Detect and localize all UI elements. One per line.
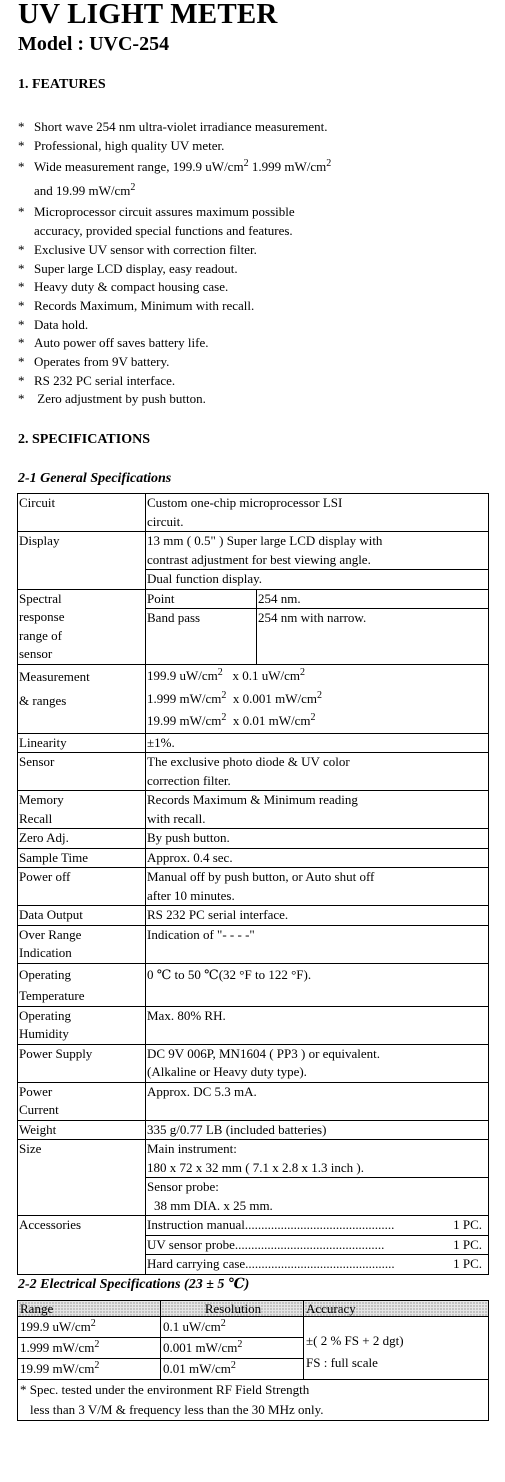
- list-item: * Data hold.: [18, 316, 89, 332]
- list-item: * Microprocessor circuit assures maximum possible accuracy, provided special functions and features.: [18, 204, 295, 239]
- spec-value: Max. 80% RH.: [146, 1006, 489, 1044]
- table-row: [18, 829, 489, 849]
- table-row: [18, 589, 489, 665]
- table-row: [18, 1140, 489, 1216]
- list-item: * Heavy duty & compact housing case.: [18, 279, 229, 295]
- table-row: 199.9 $uW/cm^2$ 0.1 $uW/cm^2$ ±( 2 % FS + 2 dgt) FS : full scale: [18, 1317, 489, 1338]
- list-item: * Operates from 9V battery.: [18, 354, 170, 370]
- spec-label: Spectral response range of sensor: [18, 589, 146, 665]
- spec-value: Point 254 nm. Band pass 254 nm with narrow.: [146, 589, 489, 665]
- page-title: UV LIGHT METER: [18, 0, 278, 30]
- features-list: [18, 118, 488, 409]
- spec-value: Instruction manual .............................................. 1 PC. UV sensor probe .............................................. 1 PC. Hard carrying case .............................................. 1 PC.: [146, 1216, 489, 1275]
- spec-label: Zero Adj.: [18, 829, 146, 849]
- spec-label: Memory Recall: [18, 791, 146, 829]
- spec-label: Operating Temperature: [18, 963, 146, 1006]
- list-item: * Zero adjustment by push button.: [18, 391, 206, 407]
- general-specs-heading: 2-1 General Specifications: [18, 471, 172, 486]
- specifications-heading: 2. SPECIFICATIONS: [18, 432, 150, 447]
- table-row: [18, 1082, 489, 1120]
- spec-value: Custom one-chip microprocessor LSI circuit.: [146, 494, 489, 532]
- spec-value: By push button.: [146, 829, 489, 849]
- table-row: [18, 906, 489, 926]
- list-item: * Wide measurement range, 199.9 $uW/cm^2$ 1.999 $mW/cm^2$ and 19.99 $mW/cm^2$: [18, 158, 332, 199]
- spec-value: Approx. DC 5.3 mA.: [146, 1082, 489, 1120]
- features-heading: 1. FEATURES: [18, 77, 106, 92]
- table-row: [18, 1380, 489, 1421]
- table-row: [18, 733, 489, 753]
- electrical-specs-table: [17, 1300, 489, 1421]
- spec-label: Size: [18, 1140, 146, 1216]
- table-row: [18, 1120, 489, 1140]
- spec-label: Sensor: [18, 753, 146, 791]
- table-row: [18, 1216, 489, 1275]
- list-item: * Records Maximum, Minimum with recall.: [18, 297, 255, 313]
- spec-value: The exclusive photo diode & UV color correction filter.: [146, 753, 489, 791]
- spec-value: ±1%.: [146, 733, 489, 753]
- table-row: [18, 963, 489, 1006]
- spec-label: Over Range Indication: [18, 925, 146, 963]
- spec-value: DC 9V 006P, MN1604 ( PP3 ) or equivalent. (Alkaline or Heavy duty type).: [146, 1044, 489, 1082]
- footnote: * Spec. tested under the environment RF Field Strength less than 3 V/M & frequency less than the 30 MHz only.: [18, 1380, 489, 1421]
- table-row: [18, 791, 489, 829]
- table-row: [18, 532, 489, 590]
- spec-label: Measurement & ranges: [18, 665, 146, 734]
- spec-label: Data Output: [18, 906, 146, 926]
- list-item: * Short wave 254 nm ultra-violet irradiance measurement.: [18, 119, 328, 134]
- spec-value: 13 mm ( 0.5" ) Super large LCD display with contrast adjustment for best viewing angle. Dual function display.: [146, 532, 489, 590]
- spec-label: Accessories: [18, 1216, 146, 1275]
- column-header: Accuracy: [304, 1301, 489, 1317]
- spec-label: Display: [18, 532, 146, 590]
- table-row: 19.99 $mW/cm^2$ 0.01 $mW/cm^2$: [18, 1359, 489, 1380]
- spec-value: 335 g/0.77 LB (included batteries): [146, 1120, 489, 1140]
- spec-value: Main instrument: 180 x 72 x 32 mm ( 7.1 x 2.8 x 1.3 inch ). Sensor probe: 38 mm DIA. x 25 mm.: [146, 1140, 489, 1216]
- table-header-row: [18, 1301, 489, 1317]
- list-item: * Professional, high quality UV meter.: [18, 137, 225, 153]
- table-row: [18, 753, 489, 791]
- table-row: [18, 1044, 489, 1082]
- table-row: 1.999 $mW/cm^2$ 0.001 $mW/cm^2$: [18, 1338, 489, 1359]
- spec-value: 0 ℃ to 50 ℃(32 °F to 122 °F).: [146, 963, 489, 1006]
- spec-label: Operating Humidity: [18, 1006, 146, 1044]
- table-row: [18, 665, 489, 734]
- spec-value: 199.9 $uW/cm^2$ x 0.1 $uW/cm^2$ 1.999 $mW/cm^2$ x 0.001 $mW/cm^2$ 19.99 $mW/cm^2$ x 0.01 $mW/cm^2$: [146, 665, 489, 734]
- model-heading: Model : UVC-254: [18, 33, 170, 55]
- spec-label: Power off: [18, 868, 146, 906]
- table-row: [18, 868, 489, 906]
- table-row: [18, 848, 489, 868]
- column-header: Resolution: [161, 1301, 304, 1317]
- list-item: * Auto power off saves battery life.: [18, 335, 209, 351]
- spec-label: Power Supply: [18, 1044, 146, 1082]
- spec-label: Circuit: [18, 494, 146, 532]
- table-row: [18, 925, 489, 963]
- list-item: * Exclusive UV sensor with correction filter.: [18, 241, 257, 257]
- spec-value: Records Maximum & Minimum reading with recall.: [146, 791, 489, 829]
- table-row: [18, 494, 489, 532]
- list-item: * RS 232 PC serial interface.: [18, 372, 176, 388]
- spec-value: Approx. 0.4 sec.: [146, 848, 489, 868]
- electrical-specs-heading: 2-2 Electrical Specifications (23 ± 5 ℃): [18, 1277, 250, 1292]
- spec-label: Linearity: [18, 733, 146, 753]
- table-row: [18, 1006, 489, 1044]
- spec-value: Manual off by push button, or Auto shut off after 10 minutes.: [146, 868, 489, 906]
- spec-label: Weight: [18, 1120, 146, 1140]
- spec-value: RS 232 PC serial interface.: [146, 906, 489, 926]
- general-specs-table: [17, 493, 489, 1275]
- spec-value: Indication of "- - - -": [146, 925, 489, 963]
- list-item: * Super large LCD display, easy readout.: [18, 260, 238, 276]
- spec-label: Sample Time: [18, 848, 146, 868]
- accuracy-cell: ±( 2 % FS + 2 dgt) FS : full scale: [304, 1317, 489, 1380]
- spec-label: Power Current: [18, 1082, 146, 1120]
- column-header: Range: [18, 1301, 161, 1317]
